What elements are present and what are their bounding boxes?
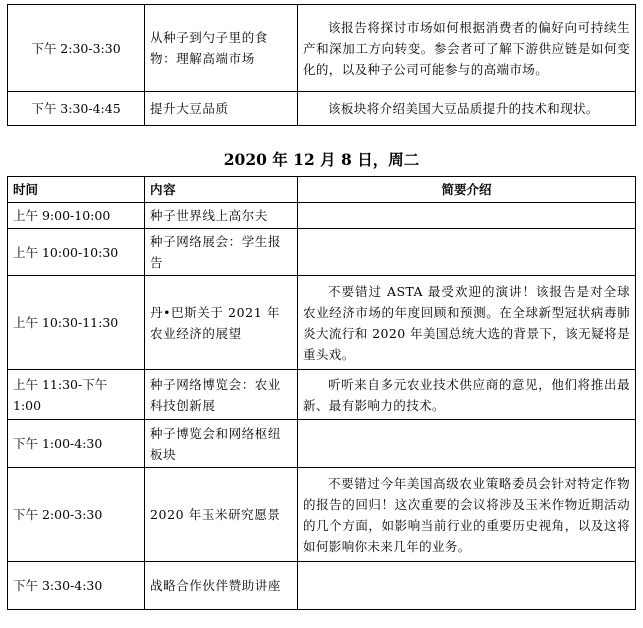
content-cell: 种子网络展会：学生报告 xyxy=(145,229,298,276)
table-row xyxy=(8,203,636,229)
table-row xyxy=(8,5,636,92)
schedule-table xyxy=(7,176,636,610)
summary-cell: 该报告将探讨市场如何根据消费者的偏好向可持续生产和深加工方向转变。参会者可了解下游供应链是如何变化的，以及种子公司可能参与的高端市场。 xyxy=(298,5,636,92)
summary-cell xyxy=(298,203,636,229)
content-cell: 从种子到勺子里的食物：理解高端市场 xyxy=(145,5,298,92)
content-cell: 种子网络博览会：农业科技创新展 xyxy=(145,370,298,420)
summary-cell: 不要错过 ASTA 最受欢迎的演讲！该报告是对全球农业经济市场的年度回顾和预测。在全球新型冠状病毒肺炎大流行和 2020 年美国总统大选的背景下，该无疑将是重头戏。 xyxy=(298,276,636,370)
content-cell: 提升大豆品质 xyxy=(145,92,298,126)
table-row xyxy=(8,92,636,126)
table-row xyxy=(8,229,636,276)
summary-cell: 该板块将介绍美国大豆品质提升的技术和现状。 xyxy=(298,92,636,126)
table-row xyxy=(8,276,636,370)
table-row xyxy=(8,468,636,562)
header-summary: 简要介绍 xyxy=(298,177,636,203)
time-cell: 下午 2:00-3:30 xyxy=(8,468,145,562)
time-cell: 上午 10:00-10:30 xyxy=(8,229,145,276)
time-cell: 上午 11:30-下午 1:00 xyxy=(8,370,145,420)
time-cell: 下午 3:30-4:30 xyxy=(8,562,145,610)
summary-cell xyxy=(298,229,636,276)
header-row xyxy=(8,177,636,203)
content-cell: 种子博览会和网络枢纽板块 xyxy=(145,420,298,468)
time-cell: 下午 2:30-3:30 xyxy=(8,5,145,92)
table-row xyxy=(8,370,636,420)
summary-cell: 不要错过今年美国高级农业策略委员会针对特定作物的报告的回归！这次重要的会议将涉及玉米作物近期活动的几个方面，如影响当前行业的重要历史视角，以及这将如何影响你未来几年的业务。 xyxy=(298,468,636,562)
summary-cell: 听听来自多元农业技术供应商的意见，他们将推出最新、最有影响力的技术。 xyxy=(298,370,636,420)
table-row xyxy=(8,420,636,468)
summary-cell xyxy=(298,420,636,468)
header-content: 内容 xyxy=(145,177,298,203)
content-cell: 战略合作伙伴赞助讲座 xyxy=(145,562,298,610)
time-cell: 上午 9:00-10:00 xyxy=(8,203,145,229)
time-cell: 下午 3:30-4:45 xyxy=(8,92,145,126)
time-cell: 下午 1:00-4:30 xyxy=(8,420,145,468)
date-heading: 2020 年 12 月 8 日，周二 xyxy=(223,150,420,169)
content-cell: 2020 年玉米研究愿景 xyxy=(145,468,298,562)
summary-cell xyxy=(298,562,636,610)
schedule-table-continued xyxy=(7,4,636,126)
time-cell: 上午 10:30-11:30 xyxy=(8,276,145,370)
table-row xyxy=(8,562,636,610)
content-cell: 种子世界线上高尔夫 xyxy=(145,203,298,229)
header-time: 时间 xyxy=(8,177,145,203)
content-cell: 丹•巴斯关于 2021 年农业经济的展望 xyxy=(145,276,298,370)
